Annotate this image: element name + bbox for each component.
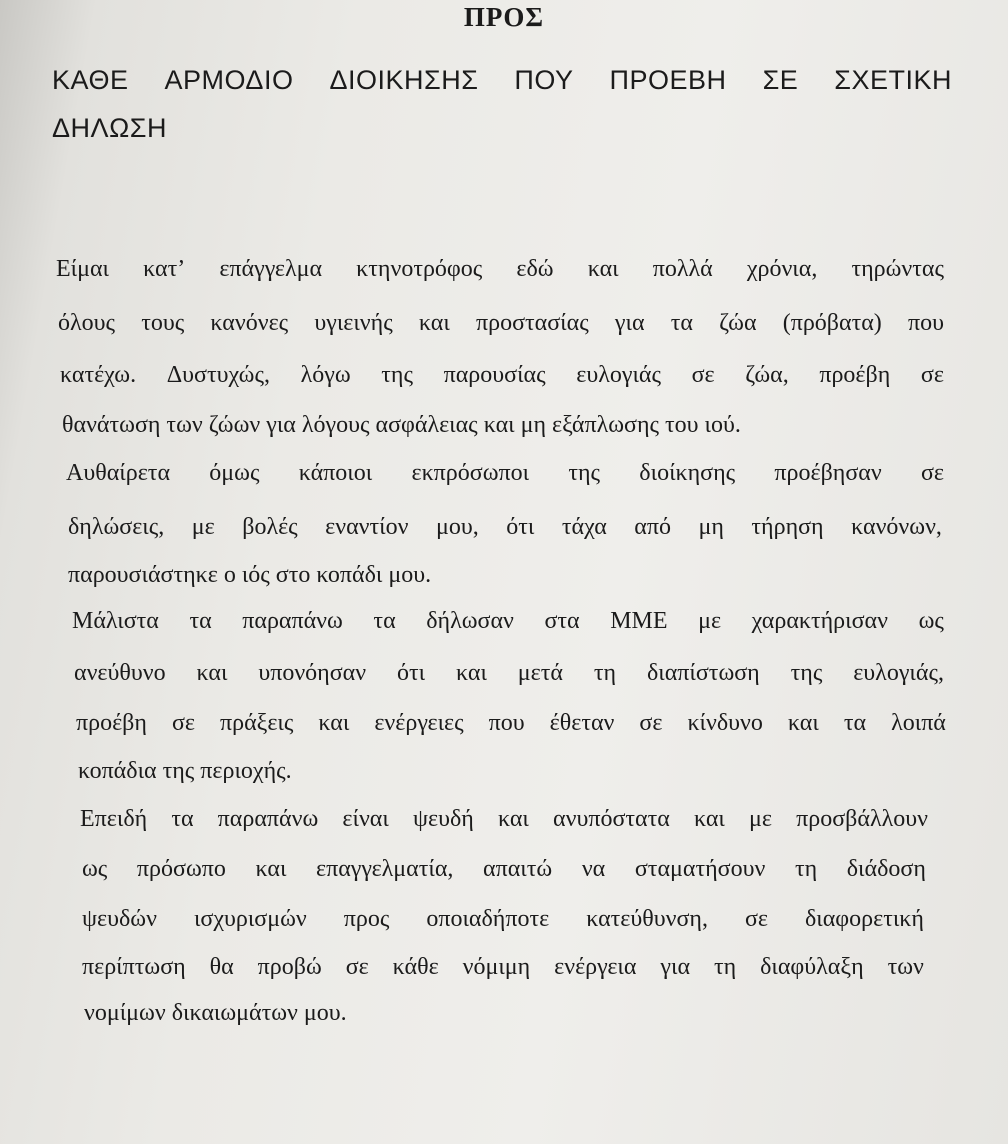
word: και [497, 806, 529, 832]
word: και [318, 710, 350, 736]
word: (πρόβατα) [782, 310, 882, 336]
paragraph-1-line-3 [60, 362, 944, 389]
word: προέβη [76, 710, 147, 736]
word: ενέργεια [554, 954, 637, 980]
word: και [196, 660, 228, 686]
word: προσβάλλουν [796, 806, 928, 832]
word: που [907, 310, 944, 336]
word: τήρηση [751, 514, 824, 540]
word: κατέχω. [60, 362, 137, 388]
word: παραπάνω [217, 806, 319, 832]
word: διαπίστωση [646, 660, 760, 686]
word: για [660, 954, 691, 980]
word: κατεύθυνση, [586, 906, 708, 932]
word: όλους [58, 310, 116, 336]
word: υγιεινής [314, 310, 393, 336]
paragraph-1-line-2 [58, 310, 944, 337]
recipient-word: ΠΡΟΕΒΗ [609, 65, 727, 95]
word: δηλώσεις, [68, 514, 165, 540]
word: θα [209, 954, 234, 980]
word: ζώα [719, 310, 757, 336]
word: για [614, 310, 645, 336]
word: χαρακτήρισαν [751, 608, 888, 634]
recipient-line-1 [52, 56, 952, 104]
word: Επειδή [80, 806, 148, 832]
word: εδώ [516, 256, 554, 282]
word: τα [373, 608, 396, 634]
word: ως [82, 856, 108, 882]
paragraph-4-line-5: νομίμων δικαιωμάτων μου. [84, 1000, 347, 1026]
word: με [698, 608, 722, 634]
paragraph-3-line-4: κοπάδια της περιοχής. [78, 758, 292, 784]
word: ΜΜΕ [610, 608, 668, 634]
word: παρουσίας [443, 362, 546, 388]
word: και [787, 710, 819, 736]
paragraph-4-line-2 [82, 856, 926, 883]
word: διαφορετική [804, 906, 924, 932]
word: μου, [435, 514, 479, 540]
word: με [749, 806, 772, 832]
word: και [587, 256, 619, 282]
paragraph-4-line-3 [82, 906, 924, 933]
word: σε [920, 460, 944, 486]
word: και [693, 806, 725, 832]
word: διάδοση [846, 856, 926, 882]
paragraph-4-line-4 [82, 954, 924, 981]
word: τους [141, 310, 185, 336]
recipient-line-2: ΔΗΛΩΣΗ [52, 113, 167, 143]
paragraph-4-line-1 [80, 806, 928, 833]
word: προστασίας [475, 310, 589, 336]
word: ως [918, 608, 944, 634]
word: της [381, 362, 413, 388]
word: ενέργειες [374, 710, 464, 736]
word: τα [171, 806, 194, 832]
word: διοίκησης [639, 460, 736, 486]
word: νόμιμη [462, 954, 531, 980]
word: ότι [506, 514, 535, 540]
word: κτηνοτρόφος [356, 256, 483, 282]
word: κανόνων, [851, 514, 942, 540]
word: προς [343, 906, 390, 932]
word: με [191, 514, 215, 540]
word: των [887, 954, 924, 980]
word: ισχυρισμών [193, 906, 307, 932]
word: διαφύλαξη [760, 954, 864, 980]
recipient-word: ΚΑΘΕ [52, 65, 129, 95]
word: και [455, 660, 487, 686]
word: πράξεις [219, 710, 294, 736]
word: προέβη [819, 362, 891, 388]
word: όμως [209, 460, 260, 486]
word: ανυπόστατα [553, 806, 670, 832]
word: να [581, 856, 606, 882]
word: κανόνες [210, 310, 289, 336]
word: Αυθαίρετα [66, 460, 171, 486]
word: λοιπά [891, 710, 946, 736]
word: πολλά [652, 256, 713, 282]
paragraph-3-line-2 [74, 660, 944, 687]
word: έθεταν [549, 710, 615, 736]
paragraph-2-line-2 [68, 514, 942, 541]
recipient-word: ΑΡΜΟΔΙΟ [164, 65, 294, 95]
word: δήλωσαν [426, 608, 514, 634]
word: πρόσωπο [136, 856, 226, 882]
word: ευλογιάς, [853, 660, 944, 686]
word: ανεύθυνο [74, 660, 166, 686]
word: απαιτώ [483, 856, 553, 882]
word: επάγγελμα [219, 256, 323, 282]
word: σε [920, 362, 944, 388]
word: λόγω [300, 362, 351, 388]
word: παραπάνω [242, 608, 343, 634]
word: κίνδυνο [687, 710, 763, 736]
word: ψευδή [412, 806, 474, 832]
word: σε [639, 710, 663, 736]
word: της [568, 460, 601, 486]
document-heading: ΠΡΟΣ [463, 2, 545, 32]
paragraph-3-line-1 [72, 608, 944, 635]
word: ότι [396, 660, 426, 686]
word: τα [843, 710, 867, 736]
paragraph-2-line-1 [66, 460, 944, 487]
word: τη [593, 660, 617, 686]
word: προέβησαν [774, 460, 882, 486]
recipient-word: ΣΧΕΤΙΚΗ [834, 65, 952, 95]
word: της [790, 660, 823, 686]
word: σταματήσουν [634, 856, 766, 882]
word: σε [744, 906, 768, 932]
word: είναι [342, 806, 389, 832]
word: από [634, 514, 671, 540]
word: σε [171, 710, 195, 736]
word: μη [698, 514, 724, 540]
word: σε [345, 954, 369, 980]
recipient-word: ΣΕ [762, 65, 799, 95]
word: εναντίον [325, 514, 409, 540]
word: επαγγελματία, [316, 856, 454, 882]
word: βολές [242, 514, 298, 540]
word: μετά [517, 660, 563, 686]
word: εκπρόσωποι [411, 460, 530, 486]
word: που [488, 710, 525, 736]
word: περίπτωση [82, 954, 186, 980]
word: κατ’ [143, 256, 186, 282]
word: Μάλιστα [72, 608, 159, 634]
word: Είμαι [56, 256, 110, 282]
word: τη [794, 856, 818, 882]
word: οποιαδήποτε [426, 906, 550, 932]
word: τάχα [561, 514, 607, 540]
recipient-block [52, 56, 952, 152]
word: Δυστυχώς, [166, 362, 270, 388]
recipient-word: ΠΟΥ [514, 65, 574, 95]
word: χρόνια, [746, 256, 818, 282]
word: και [418, 310, 450, 336]
word: ψευδών [82, 906, 157, 932]
word: κάθε [392, 954, 439, 980]
word: ευλογιάς [576, 362, 661, 388]
paragraph-1-line-4: θανάτωση των ζώων για λόγους ασφάλειας και μη εξάπλωσης του ιού. [62, 412, 741, 438]
paragraph-3-line-3 [76, 710, 946, 737]
word: υπονόησαν [258, 660, 367, 686]
paragraph-2-line-3: παρουσιάστηκε ο ιός στο κοπάδι μου. [68, 562, 432, 588]
word: προβώ [257, 954, 322, 980]
word: τα [670, 310, 693, 336]
word: τηρώντας [851, 256, 944, 282]
word: τα [189, 608, 212, 634]
recipient-word: ΔΙΟΙΚΗΣΗΣ [329, 65, 479, 95]
word: κάποιοι [298, 460, 373, 486]
paragraph-1-line-1 [56, 256, 944, 283]
word: και [255, 856, 287, 882]
word: ζώα, [745, 362, 789, 388]
word: τη [713, 954, 737, 980]
word: σε [691, 362, 715, 388]
word: στα [544, 608, 580, 634]
